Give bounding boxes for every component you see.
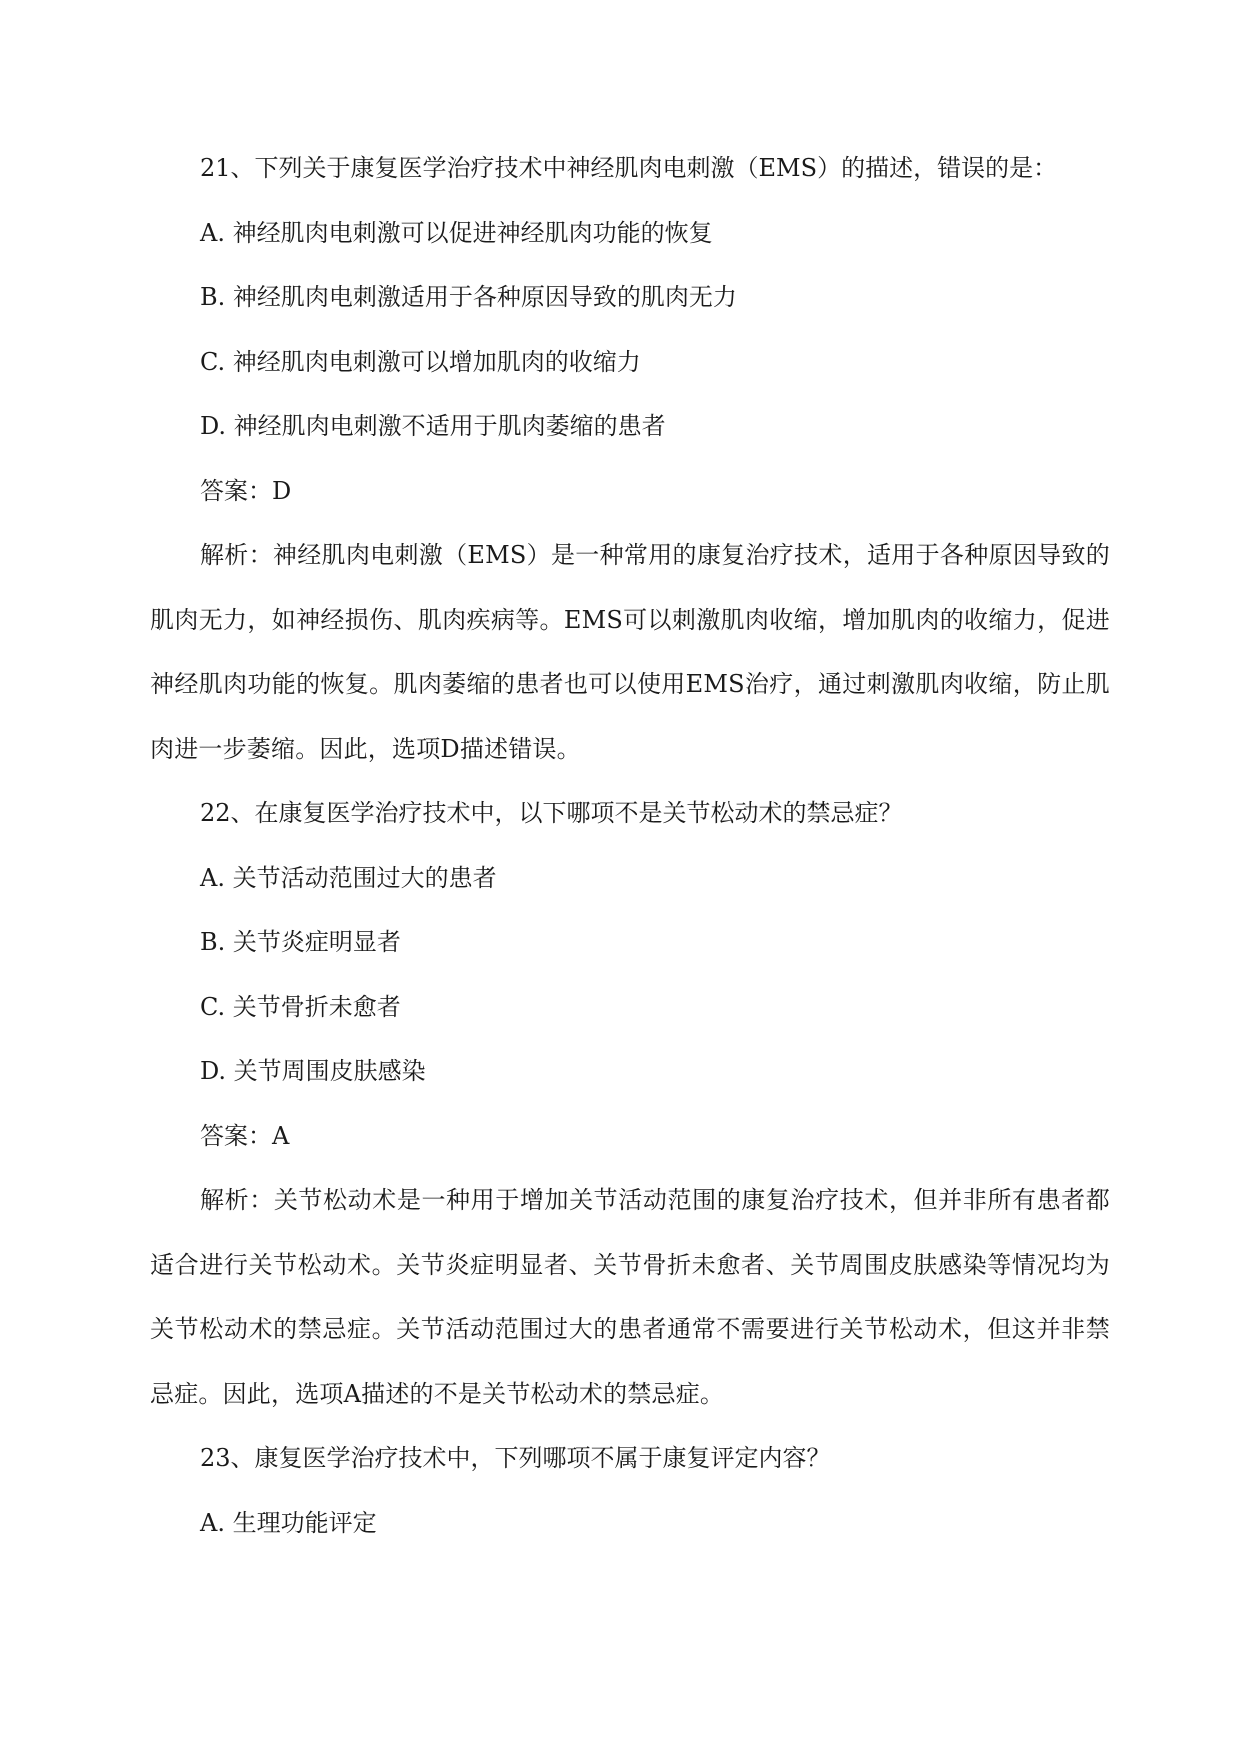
option-b: B. 关节炎症明显者 xyxy=(200,928,401,956)
option-c: C. 关节骨折未愈者 xyxy=(200,992,401,1021)
question-23 xyxy=(150,1426,1110,1555)
option-d: D. 关节周围皮肤感染 xyxy=(200,1057,426,1085)
question-stem: 23、康复医学治疗技术中，下列哪项不属于康复评定内容？ xyxy=(200,1444,831,1472)
option-b: B. 神经肌肉电刺激适用于各种原因导致的肌肉无力 xyxy=(200,283,737,311)
document-page xyxy=(150,136,1110,1555)
option-d: D. 神经肌肉电刺激不适用于肌肉萎缩的患者 xyxy=(200,412,666,440)
option-c: C. 神经肌肉电刺激可以增加肌肉的收缩力 xyxy=(200,347,641,376)
question-stem: 22、在康复医学治疗技术中，以下哪项不是关节松动术的禁忌症？ xyxy=(200,799,903,827)
question-stem: 21、下列关于康复医学治疗技术中神经肌肉电刺激（EMS）的描述，错误的是： xyxy=(200,154,1058,182)
question-22 xyxy=(150,781,1110,1426)
option-a: A. 神经肌肉电刺激可以促进神经肌肉功能的恢复 xyxy=(200,218,713,247)
option-a: A. 关节活动范围过大的患者 xyxy=(200,863,497,892)
analysis: 解析：关节松动术是一种用于增加关节活动范围的康复治疗技术，但并非所有患者都适合进行关节松动术。关节炎症明显者、关节骨折未愈者、关节周围皮肤感染等情况均为关节松动术的禁忌症。关节活动范围过大的患者通常不需要进行关节松动术，但这并非禁忌症。因此，选项A描述的不是关节松动术的禁忌症。 xyxy=(150,1186,1110,1408)
question-21 xyxy=(150,136,1110,781)
answer: 答案：A xyxy=(200,1121,290,1150)
analysis: 解析：神经肌肉电刺激（EMS）是一种常用的康复治疗技术，适用于各种原因导致的肌肉无力，如神经损伤、肌肉疾病等。EMS可以刺激肌肉收缩，增加肌肉的收缩力，促进神经肌肉功能的恢复。肌肉萎缩的患者也可以使用EMS治疗，通过刺激肌肉收缩，防止肌肉进一步萎缩。因此，选项D描述错误。 xyxy=(150,541,1110,763)
answer: 答案：D xyxy=(200,476,292,505)
option-a: A. 生理功能评定 xyxy=(200,1508,377,1537)
